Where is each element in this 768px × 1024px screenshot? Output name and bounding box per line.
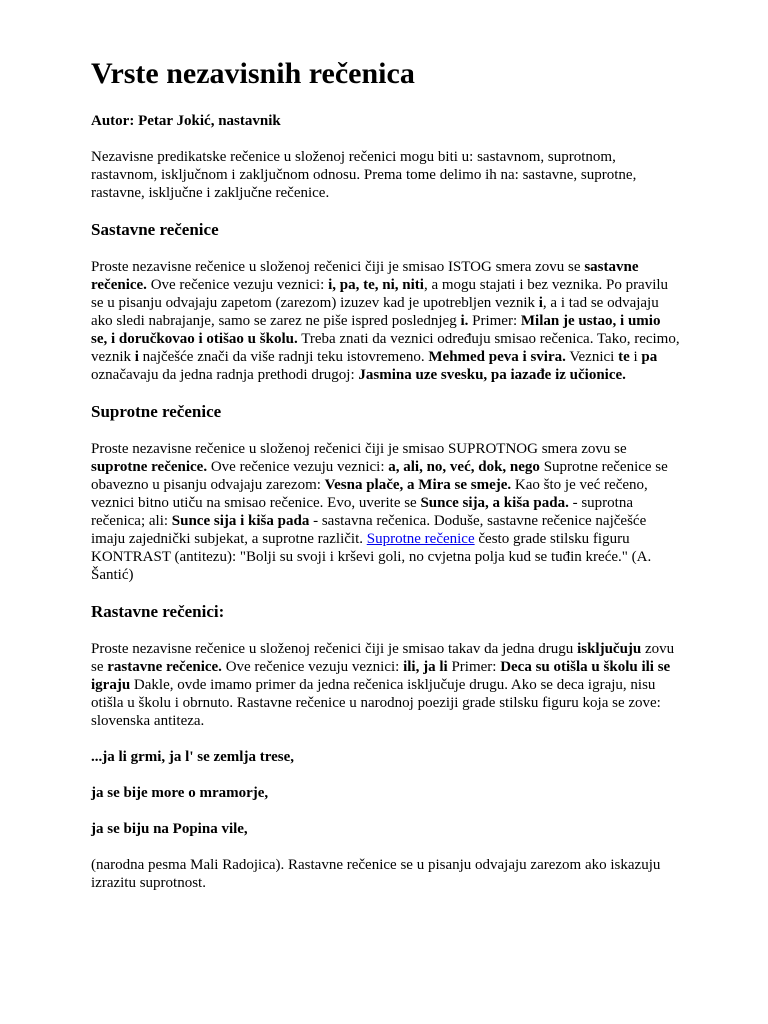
text-run: Ove rečenice vezuju veznici: — [146, 277, 329, 293]
bold-run: Milan je ustao, i umio se, i doručkovao i otišao u školu. — [91, 313, 661, 347]
text-run: Proste nezavisne rečenice u složenoj rečenici čiji je smisao SUPROTNOG smera zovu se — [91, 441, 627, 457]
closing-paragraph: (narodna pesma Mali Radojica). Rastavne rečenice se u pisanju odvajaju zarezom ako iskazuju izrazitu suprotnost. — [91, 857, 661, 891]
verse-line-3: ja se biju na Popina vile, — [91, 821, 248, 837]
page-title: Vrste nezavisnih rečenica — [91, 57, 415, 90]
bold-run: sastavne rečenice. — [91, 259, 639, 293]
bold-run: Sunce sija i kiša pada — [171, 513, 310, 529]
text-run: i — [629, 349, 642, 365]
text-run: Suprotne rečenice se obavezno u pisanju odvajaju zarezom: — [91, 459, 668, 493]
text-run: Treba znati da veznici određuju smisao rečenica. Tako, recimo, veznik — [91, 331, 680, 365]
bold-run: i — [134, 349, 139, 365]
text-run: Ove rečenice vezuju veznici: — [207, 459, 389, 475]
bold-run: te — [618, 349, 630, 365]
suprotne-paragraph — [91, 440, 680, 584]
bold-run: i — [538, 295, 543, 311]
sastavne-paragraph — [91, 258, 680, 384]
verse-line-1: ...ja li grmi, ja l' se zemlja trese, — [91, 749, 294, 765]
section-heading-sastavne: Sastavne rečenice — [91, 220, 219, 239]
text-run: - suprotna rečenica; ali: — [91, 495, 633, 529]
text-run: Proste nezavisne rečenice u složenoj rečenici čiji je smisao ISTOG smera zovu se — [91, 259, 585, 275]
intro-paragraph: Nezavisne predikatske rečenice u složenoj rečenici mogu biti u: sastavnom, suprotnom, rastavnom, isključnom i zaključnom odnosu. Prema tome delimo ih na: sastavne, suprotne, rastavne, isključne i zaključne rečenice. — [91, 149, 637, 201]
section-heading-rastavne: Rastavne rečenici: — [91, 602, 225, 621]
bold-run: suprotne rečenice. — [91, 459, 208, 475]
bold-run: Mehmed peva i svira. — [428, 349, 566, 365]
text-run: Primer: — [468, 313, 521, 329]
text-run: - sastavna rečenica. Doduše, sastavne rečenice najčešće imaju zajednički subjekat, a suprotne različit. — [91, 513, 647, 547]
text-run: Ove rečenice vezuju veznici: — [221, 659, 404, 675]
text-run: često grade stilsku figuru KONTRAST (antitezu): "Bolji su svoji i krševi goli, no cvjetna polja kud se tuđin kreće." (A. Šantić) — [91, 531, 652, 583]
bold-run: rastavne rečenice. — [107, 659, 222, 675]
text-run: označavaju da jedna radnja prethodi drugoj: — [91, 367, 359, 383]
text-run: najčešće znači da više radnji teku istovremeno. — [138, 349, 429, 365]
bold-run: Vesna plače, a Mira se smeje. — [324, 477, 512, 493]
section-heading-suprotne: Suprotne rečenice — [91, 402, 222, 421]
text-run: Kao što je već rečeno, veznici bitno utiču na smisao rečenice. Evo, uverite se — [91, 477, 648, 511]
text-run: Dakle, ovde imamo primer da jedna rečenica isključuje drugu. Ako se deca igraju, nisu otišla u školu i obrnuto. Rastavne rečenice u narodnoj poeziji grade stilsku figuru koja se zove: slovenska antiteza. — [91, 677, 661, 729]
bold-run: i, pa, te, ni, niti — [328, 277, 424, 293]
text-run: , a mogu stajati i bez veznika. Po pravilu se u pisanju odvajaju zapetom (zarezom) izuzev kad je upotrebljen veznik — [91, 277, 669, 311]
bold-run: Deca su otišla u školu ili se igraju — [91, 659, 671, 693]
text-run: Veznici — [565, 349, 619, 365]
rastavne-paragraph — [91, 640, 680, 730]
bold-run: isključuju — [577, 641, 642, 657]
bold-run: i. — [460, 313, 469, 329]
text-run: Primer: — [447, 659, 501, 675]
verse-line-2: ja se bije more o mramorje, — [91, 785, 269, 801]
text-run: , a i tad se odvajaju ako sledi nabrajanje, samo se zarez ne piše ispred poslednjeg — [91, 295, 659, 329]
bold-run: Jasmina uze svesku, pa iazađe iz učionice. — [358, 367, 626, 383]
bold-run: a, ali, no, već, dok, nego — [388, 459, 540, 475]
bold-run: pa — [641, 349, 658, 365]
text-run: zovu se — [91, 641, 675, 675]
suprotne-recenice-link[interactable]: Suprotne rečenice — [366, 531, 475, 547]
bold-run: Sunce sija, a kiša pada. — [420, 495, 569, 511]
author-line: Autor: Petar Jokić, nastavnik — [91, 113, 281, 129]
text-run: Proste nezavisne rečenice u složenoj rečenici čiji je smisao takav da jedna drugu — [91, 641, 578, 657]
bold-run: ili, ja li — [403, 659, 448, 675]
